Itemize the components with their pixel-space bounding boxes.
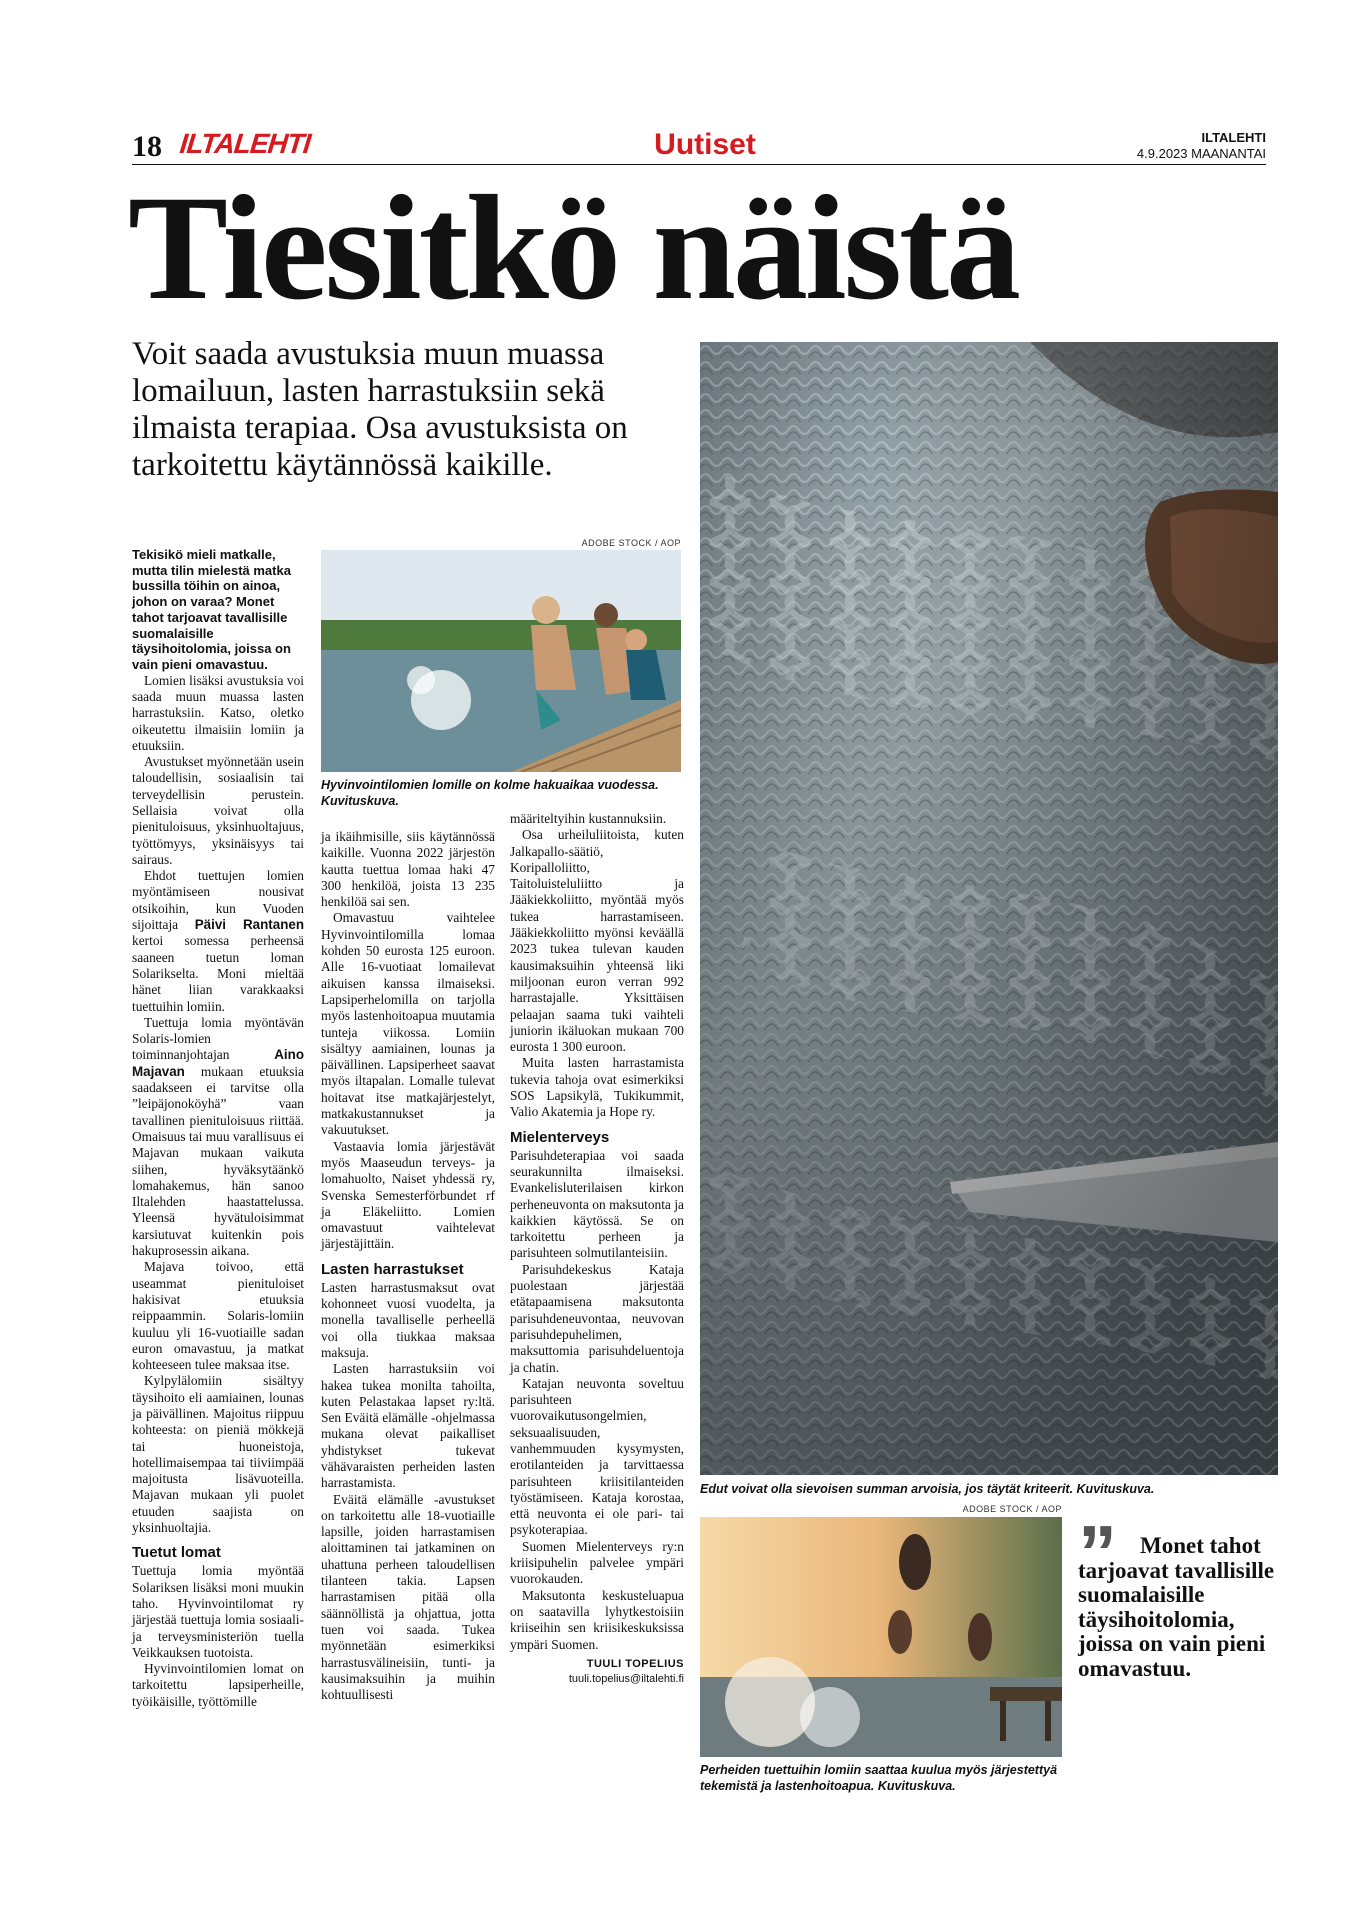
text-run: Ehdot tuettujen lomien myöntämiseen nousivat otsikoihin, kun Vuoden sijoittaja <box>132 868 304 933</box>
sweater-photo <box>700 342 1278 1475</box>
lead-paragraph: Voit saada avustuksia muun muassa lomailuun, lasten harrastuksiin sekä ilmaista terapiaa. Osa avustuksista on tarkoitettu käytännössä kaikille. <box>132 336 628 483</box>
article-column-1 <box>132 547 304 1710</box>
paragraph: Avustukset myönnetään usein taloudellisin, sosiaalisin tai terveydellisin perustein. Sellaisia voivat olla pienituloisuus, yksinhuoltajuus, työttömyys, yksinäisyys tai sairaus. <box>132 754 304 867</box>
paragraph: Kylpylälomiin sisältyy täysihoito eli aamiainen, lounas ja päivällinen. Majoitus riippuu kohteesta: on pieniä mökkejä tai huoneistoja, hotellimaisempaa tai tiiviimpää majoitusta lisävuoteilla. Majavan mukaan yli puolet etuuden saajista on yksinhuoltajia. <box>132 1373 304 1536</box>
brand-logo: ILTALEHTI <box>178 128 312 159</box>
paragraph <box>132 868 304 1015</box>
person-name: Päivi Rantanen <box>194 917 304 933</box>
quote-mark-icon: ” <box>1078 1509 1117 1597</box>
paragraph <box>132 1015 304 1259</box>
beach-photo-caption: Hyvinvointilomien lomille on kolme hakuaikaa vuodessa. Kuvituskuva. <box>321 778 659 808</box>
paragraph: Suomen Mielenterveys ry:n kriisipuhelin palvelee ympäri vuorokauden. <box>510 1538 684 1587</box>
subheading: Lasten harrastukset <box>321 1260 464 1278</box>
photo-credit: ADOBE STOCK / AOP <box>581 538 681 548</box>
paragraph: Eväitä elämälle -avustukset on tarkoitettu alle 18-vuotiaille lapsille, joiden harrastamisen aloittaminen tai jatkaminen on uhattuna perheen taloudellisen tilanteen takia. Lapsen harrastamisen pitää olla säännöllistä ja ohjattua, jotta tuen voi saada. Tukea myönnetään esimerkiksi harrastusvälineisiin, tunti- ja kausimaksuihin ja muihin kohtuullisesti <box>321 1491 495 1703</box>
paragraph: Majava toivoo, että useammat pienituloiset hakisivat etuuksia reippaammin. Solaris-lomiin kuuluu yli 16-vuotiaille sadan euron omavastuu, ja matkat kohteeseen tulee maksaa itse. <box>132 1259 304 1373</box>
text-run: kertoi somessa perheensä saaneen tuetun loman Solarikselta. Moni mieltää hänet liian varakkaaksi tuettuihin lomiin. <box>132 933 304 1014</box>
paragraph: Tuettuja lomia myöntää Solariksen lisäksi moni muukin taho. Hyvinvointilomat ry järjestää tuettuja lomia sosiaali- ja terveysministeriön tuella Veikkauksen tuotoista. <box>132 1563 304 1660</box>
paragraph: Lomien lisäksi avustuksia voi saada muun muassa lasten harrastuksiin. Katso, oletko oikeutettu ilmaisiin lomiin ja etuuksiin. <box>132 672 304 753</box>
paragraph: ja ikäihmisille, siis käytännössä kaikille. Vuonna 2022 järjestön kautta tuettua lomaa haki 47 300 henkilöä, joista 13 235 henkilöä sai sen. <box>321 829 495 910</box>
jumping-family-photo <box>700 1517 1062 1757</box>
paragraph: Lasten harrastuksiin voi hakea tukea monilta tahoilta, kuten Pelastakaa lapset ry:ltä. Sen Eväitä elämälle -ohjelmassa mukana olevat paikalliset yhdistykset tukevat vähävaraisten perheiden lasten harrastamista. <box>321 1361 495 1491</box>
photo-credit: ADOBE STOCK / AOP <box>962 1504 1062 1514</box>
headline: Tiesitkö näistä <box>128 165 1018 331</box>
page-number: 18 <box>132 130 162 163</box>
paragraph: Parisuhdeterapiaa voi saada seurakunnilta ilmaiseksi. Evankelisluterilaisen kirkon perheneuvonta on maksutonta ja kaikkien käytössä. Se on tarkoitettu perheen ja parisuhteen solmutilanteisiin. <box>510 1147 684 1261</box>
paragraph: Muita lasten harrastamista tukevia tahoja ovat esimerkiksi SOS Lapsikylä, Tukikummit, Valio Akatemia ja Hope ry. <box>510 1055 684 1120</box>
paragraph: Omavastuu vaihtelee Hyvinvointilomilla lomaa kohden 50 eurosta 125 euroon. Alle 16-vuotiaat lomailevat aikuisen kanssa ilmaiseksi. Lapsiperhelomilla on tarjolla myös lastenhoitoapua muutamia tunteja viikossa. Lomiin sisältyy aamiainen, lounas ja päivällinen. Lapsiperheet saavat myös iltapalan. Lomalle tulevat hoitavat itse matkajärjestelyt, matkakustannukset ja vakuutukset. <box>321 910 495 1138</box>
paragraph: Vastaavia lomia järjestävät myös Maaseudun terveys- ja lomahuolto, Naiset yhdessä ry, Svenska Semesterförbundet rf ja Eläkeliitto. Lomien omavastuut vaihtelevat järjestäjittäin. <box>321 1138 495 1252</box>
paragraph: Maksutonta keskusteluapua on saatavilla lyhytkestoisiin kriiseihin sen kriisikeskuksissa ympäri Suomen. <box>510 1587 684 1652</box>
paragraph: Hyvinvointilomien lomat on tarkoitettu lapsiperheille, työikäisille, työttömille <box>132 1661 304 1709</box>
paragraph: Parisuhdekeskus Kataja puolestaan järjestää etätapaamisena maksutonta parisuhdeneuvontaa, neuvovan parisuhdepuhelimen, maksuttomia parisuhdeluentoja ja chatin. <box>510 1261 684 1375</box>
author-name: TUULI TOPELIUS <box>586 1657 684 1670</box>
masthead-info <box>1137 130 1266 162</box>
ingress: Tekisikö mieli matkalle, mutta tilin mielestä matka bussilla töihin on ainoa, johon on varaa? Monet tahot tarjoavat tavallisille suomalaisille täysihoitolomia, joissa on vain pieni omavastuu. <box>132 547 291 672</box>
article-column-3 <box>510 811 684 1687</box>
issue-date: 4.9.2023 MAANANTAI <box>1136 146 1266 161</box>
subheading: Mielenterveys <box>510 1128 610 1146</box>
article-column-2 <box>321 829 495 1703</box>
text-run: mukaan etuuksia saadakseen ei tarvitse olla ”leipäjonoköyhä” vaan tavallinen pienituloisuus riittää. Omaisuus tai muu varallisuus ei Majavan mukaan vaikuta siihen, hyväksytäänkö lomahakemus, hän sanoo Iltalehden haastattelussa. Yleensä hyvätuloisimmat karsiutuvat kuitenkin pois hakuprosessin aikana. <box>132 1063 304 1259</box>
beach-family-photo <box>321 550 681 772</box>
paragraph: Osa urheiluliitoista, kuten Jalkapallo-säätiö, Koripalloliitto, Taitoluisteluliitto ja Jääkiekkoliitto, myöntää myös tukea harrastamiseen. Jääkiekkoliitto myönsi keväällä 2023 tukea tulevan kauden kausimaksuihin yhteensä liki miljoonan euron verran 992 harrastajalle. Yksittäisen pelaajan saama tuki vaihteli juniorin ikäluokan mukaan 700 eurosta 1 300 euroon. <box>510 827 684 1055</box>
section-title: Uutiset <box>654 128 756 161</box>
jump-photo-caption: Perheiden tuettuihin lomiin saattaa kuulua myös järjestettyä tekemistä ja lastenhoitoapua. Kuvituskuva. <box>700 1763 1058 1793</box>
publication-name: ILTALEHTI <box>1201 130 1266 145</box>
subheading: Tuetut lomat <box>132 1544 221 1562</box>
person-name: Aino Majavan <box>132 1047 304 1079</box>
paragraph: määriteltyihin kustannuksiin. <box>510 811 667 826</box>
paragraph: Katajan neuvonta soveltuu parisuhteen vuorovaikutusongelmien, seksuaalisuuden, vanhemmuuden kysymysten, erotilanteiden ja tarvittaessa parisuhteen kriisitilanteiden työstämiseen. Kataja korostaa, että neuvonta ei ole pari- tai psykoterapiaa. <box>510 1375 684 1538</box>
pull-quote: Monet tahot tarjoavat tavallisille suomalaisille täysihoitolomia, joissa on vain pieni omavastuu. <box>1078 1533 1275 1681</box>
paragraph: Lasten harrastusmaksut ovat kohonneet vuosi vuodelta, ja monella tavalliselle perheellä voi olla tiukkaa maksaa maksuja. <box>321 1279 495 1360</box>
author-email[interactable]: tuuli.topelius@iltalehti.fi <box>568 1672 684 1685</box>
text-run: Tuettuja lomia myöntävän Solaris-lomien toiminnanjohtajan <box>132 1014 304 1063</box>
sweater-photo-caption: Edut voivat olla sievoisen summan arvoisia, jos täytät kriteerit. Kuvituskuva. <box>700 1482 1155 1496</box>
byline <box>510 1657 684 1687</box>
